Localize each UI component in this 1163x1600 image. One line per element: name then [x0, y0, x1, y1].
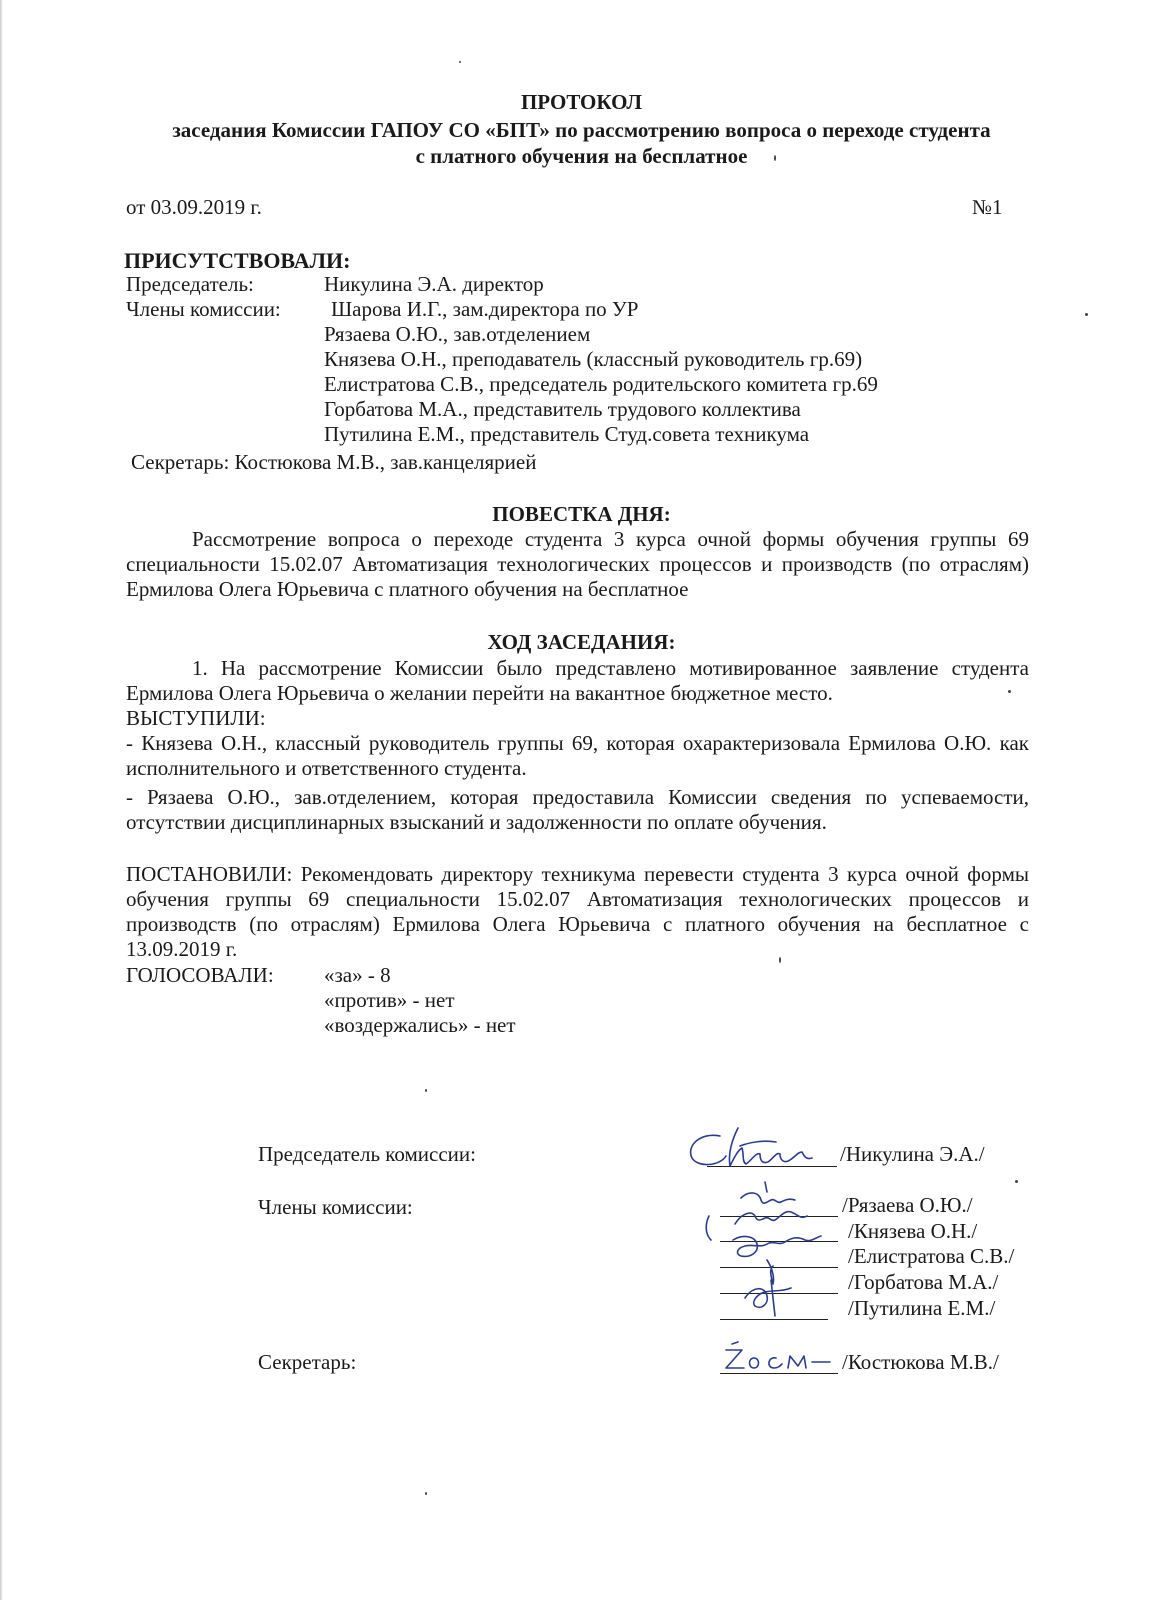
member-line: Шарова И.Г., зам.директора по УР	[331, 297, 639, 321]
sig-members-label: Члены комиссии:	[258, 1195, 413, 1219]
member-line: Рязаева О.Ю., зав.отделением	[324, 322, 591, 346]
sig-member-name: /Путилина Е.М./	[848, 1296, 996, 1320]
spoke-label: ВЫСТУПИЛИ:	[126, 706, 266, 730]
members-label: Члены комиссии:	[126, 297, 281, 321]
sig-member-name: /Рязаева О.Ю./	[842, 1193, 973, 1217]
scan-speck	[779, 957, 781, 963]
present-heading: ПРИСУТСТВОВАЛИ:	[124, 248, 351, 273]
document-subtitle-line2: с платного обучения на бесплатное	[415, 144, 748, 168]
vote-for: «за» - 8	[324, 963, 391, 987]
scan-speck	[459, 61, 461, 63]
chair-label: Председатель:	[126, 272, 254, 296]
proceedings-item1: 1. На рассмотрение Комиссии было представлено мотивированное заявление студента Ермилова Олега Юрьевича о желании перейти на вакантное бюджетное место.	[126, 656, 1029, 705]
sig-member-name: /Князева О.Н./	[848, 1219, 978, 1243]
sig-chair-label: Председатель комиссии:	[258, 1142, 476, 1166]
scan-edge-shadow	[0, 0, 3, 1600]
speaker-1: - Князева О.Н., классный руководитель группы 69, которая охарактеризовала Ермилова О.Ю. как исполнительного и ответственного студента.	[126, 731, 1029, 780]
sig-secretary-name: /Костюкова М.В./	[842, 1350, 999, 1374]
document-title: ПРОТОКОЛ	[520, 90, 643, 114]
chair-value: Никулина Э.А. директор	[324, 272, 544, 296]
sig-member-name: /Елистратова С.В./	[848, 1244, 1015, 1268]
scan-speck	[425, 1492, 427, 1495]
sig-member-name: /Горбатова М.А./	[848, 1270, 999, 1294]
scan-speck	[1008, 690, 1011, 693]
vote-abstained: «воздержались» - нет	[324, 1013, 516, 1037]
document-subtitle-line1: заседания Комиссии ГАПОУ СО «БПТ» по рассмотрению вопроса о переходе студента	[172, 118, 991, 142]
sig-secretary-label: Секретарь:	[258, 1350, 357, 1374]
protocol-number: №1	[972, 195, 1003, 219]
sig-chair-name: /Никулина Э.А./	[840, 1142, 985, 1166]
scan-speck	[1015, 1180, 1018, 1183]
signature-members	[705, 1180, 845, 1330]
signature-secretary	[718, 1340, 838, 1380]
scan-speck	[425, 1089, 427, 1092]
agenda-heading: ПОВЕСТКА ДНЯ:	[492, 502, 671, 526]
member-line: Князева О.Н., преподаватель (классный руководитель гр.69)	[324, 347, 863, 371]
proceedings-heading: ХОД ЗАСЕДАНИЯ:	[487, 630, 676, 654]
protocol-date: от 03.09.2019 г.	[126, 195, 262, 219]
resolution-text: ПОСТАНОВИЛИ: Рекомендовать директору техникума перевести студента 3 курса очной формы обучения группы 69 специальности 15.02.07 Автоматизация технологических процессов и производств (по отраслям) Ермилова Олега Юрьевича с платного обучения на бесплатное с 13.09.2019 г.	[126, 862, 1029, 961]
member-line: Елистратова С.В., председатель родительского комитета гр.69	[324, 372, 878, 396]
signature-chair	[680, 1120, 840, 1180]
speaker-2: - Рязаева О.Ю., зав.отделением, которая предоставила Комиссии сведения по успеваемости, отсутствии дисциплинарных взысканий и задолженности по оплате обучения.	[126, 785, 1029, 834]
member-line: Горбатова М.А., представитель трудового коллектива	[324, 397, 801, 421]
member-line: Путилина Е.М., представитель Студ.совета техникума	[324, 422, 810, 446]
scan-speck	[1085, 313, 1088, 316]
secretary-line: Секретарь: Костюкова М.В., зав.канцелярией	[131, 450, 537, 474]
scan-speck	[774, 155, 776, 161]
voting-label: ГОЛОСОВАЛИ:	[126, 963, 274, 987]
agenda-text: Рассмотрение вопроса о переходе студента 3 курса очной формы обучения группы 69 специальности 15.02.07 Автоматизация технологических процессов и производств (по отраслям) Ермилова Олега Юрьевича с платного обучения на бесплатное	[126, 527, 1029, 601]
vote-against: «против» - нет	[324, 988, 455, 1012]
